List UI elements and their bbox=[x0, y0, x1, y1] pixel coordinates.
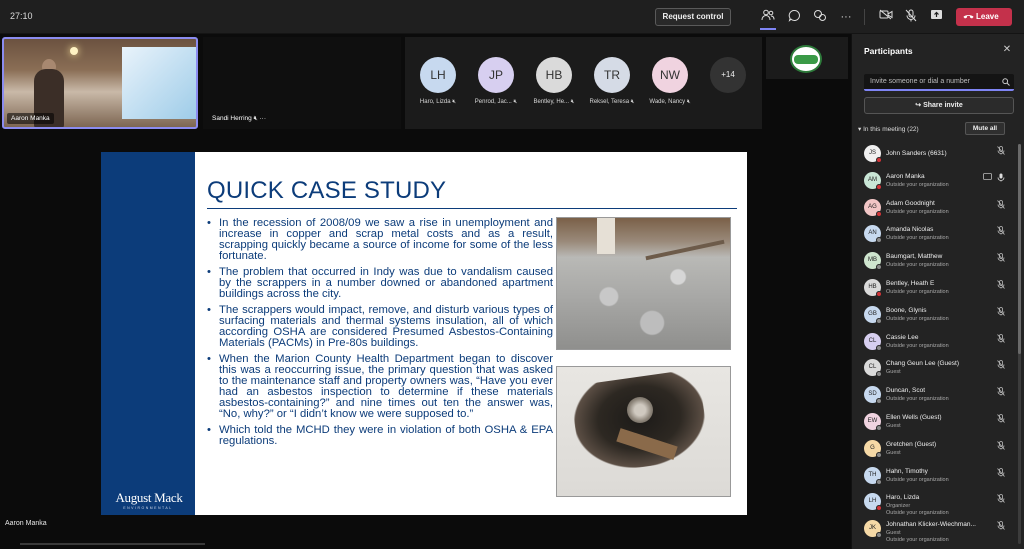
share-invite-icon: ↪ bbox=[915, 102, 922, 109]
search-icon bbox=[1002, 76, 1010, 91]
close-icon[interactable]: ✕ bbox=[1002, 44, 1012, 55]
participant-subtitle: Outside your organization bbox=[886, 181, 949, 188]
participant-avatar: JK bbox=[864, 520, 881, 537]
presence-status-icon bbox=[876, 452, 882, 458]
participant-subtitle: Guest bbox=[886, 422, 901, 429]
attendee-name: Wade, Nancy 🔇︎ bbox=[649, 99, 691, 105]
mic-muted-icon[interactable] bbox=[996, 494, 1006, 504]
title-rule bbox=[207, 208, 737, 209]
participant-subtitle: Outside your organization bbox=[886, 342, 949, 349]
leave-label: Leave bbox=[976, 12, 999, 21]
presenter-tile-name: Aaron Manka bbox=[7, 113, 54, 124]
participant-subtitle: Outside your organization bbox=[886, 288, 949, 295]
participant-name: Cassie Lee bbox=[886, 333, 919, 341]
participant-subtitle: Outside your organization bbox=[886, 235, 949, 242]
participant-name: Gretchen (Guest) bbox=[886, 440, 937, 448]
participant-row[interactable] bbox=[852, 196, 1017, 223]
toolbar-divider bbox=[864, 9, 865, 25]
presence-status-icon bbox=[876, 211, 882, 217]
more-icon[interactable]: ··· bbox=[259, 115, 266, 122]
photo-pipe bbox=[627, 397, 653, 423]
participant-subtitle: Outside your organization bbox=[886, 208, 949, 215]
presence-status-icon bbox=[876, 184, 882, 190]
presence-status-icon bbox=[876, 505, 882, 511]
participant-name: Ellen Wells (Guest) bbox=[886, 413, 942, 421]
in-meeting-count: In this meeting (22) bbox=[863, 126, 919, 133]
presence-status-icon bbox=[876, 291, 882, 297]
participant-subtitle: Organizer bbox=[886, 503, 911, 510]
participant-avatar: HB bbox=[864, 279, 881, 296]
mic-muted-icon[interactable] bbox=[996, 280, 1006, 290]
participant-subtitle: Outside your organization bbox=[886, 315, 949, 322]
participant-name: Aaron Manka bbox=[886, 172, 925, 180]
participant-avatar: GB bbox=[864, 306, 881, 323]
participant-row[interactable] bbox=[852, 383, 1017, 410]
photo-beam bbox=[645, 240, 724, 261]
attendee-avatar[interactable]: JP bbox=[478, 57, 514, 93]
invite-placeholder: Invite someone or dial a number bbox=[870, 78, 970, 85]
participant-subtitle: Guest bbox=[886, 530, 901, 537]
participant-name: Duncan, Scot bbox=[886, 387, 926, 395]
share-invite-label: Share invite bbox=[923, 102, 963, 109]
slide-bullets bbox=[207, 218, 553, 452]
participant-avatar: AG bbox=[864, 199, 881, 216]
participant-row[interactable] bbox=[852, 437, 1017, 464]
attendee-name: Bentley, He... 🔇︎ bbox=[533, 99, 575, 105]
bullet-item: • The scrappers would impact, remove, and disturb various types of surfacing materials and thermal systems insulation, all of which according OSHA are considered Presumed Asbestos-Containing Materials (PACMs) in Pre-80s buildings. bbox=[207, 305, 553, 349]
participants-panel bbox=[851, 34, 1024, 549]
presenter-video-tile[interactable] bbox=[2, 37, 198, 129]
bullet-item: • Which told the MCHD they were in violation of both OSHA & EPA regulations. bbox=[207, 425, 553, 447]
participant-name: Haro, Lizda bbox=[886, 494, 920, 502]
organization-logo bbox=[790, 45, 822, 73]
participant-row[interactable] bbox=[852, 356, 1017, 383]
mic-muted-icon[interactable] bbox=[996, 441, 1006, 451]
mic-muted-icon[interactable] bbox=[996, 334, 1006, 344]
meeting-toolbar bbox=[0, 0, 1024, 34]
participant-avatar: CL bbox=[864, 333, 881, 350]
participant-name: Boone, Glynis bbox=[886, 306, 927, 314]
chat-icon[interactable] bbox=[786, 9, 802, 25]
presenter-label: Aaron Manka bbox=[5, 520, 47, 527]
mic-muted-icon[interactable] bbox=[996, 521, 1006, 531]
presence-status-icon bbox=[876, 345, 882, 351]
shared-slide bbox=[101, 152, 747, 515]
participant-name: Amanda Nicolas bbox=[886, 226, 934, 234]
participant-row[interactable] bbox=[852, 410, 1017, 437]
photo-post bbox=[597, 218, 615, 254]
scroll-thumb[interactable] bbox=[1018, 144, 1021, 354]
mic-muted-icon[interactable] bbox=[996, 387, 1006, 397]
presence-status-icon bbox=[876, 318, 882, 324]
debris-photo bbox=[556, 217, 731, 350]
attendee-avatar[interactable]: TR bbox=[594, 57, 630, 93]
stage-scrollbar[interactable] bbox=[20, 543, 205, 545]
participant-name: Chang Geun Lee (Guest) bbox=[886, 360, 959, 368]
participant-subtitle: Guest bbox=[886, 369, 901, 376]
participant-tile-name: Sandi Herring 🔇︎ ··· bbox=[212, 115, 266, 122]
participant-avatar: LH bbox=[864, 493, 881, 510]
mic-off-icon: 🔇︎ bbox=[253, 115, 258, 122]
hangup-icon bbox=[963, 13, 974, 19]
participant-subtitle: Outside your organization bbox=[886, 396, 949, 403]
brand-logo-text: August Mack bbox=[115, 490, 183, 505]
attendee-avatar[interactable]: LH bbox=[420, 57, 456, 93]
mic-muted-icon[interactable] bbox=[996, 253, 1006, 263]
participant-list bbox=[852, 142, 1017, 544]
mic-muted-icon[interactable] bbox=[996, 414, 1006, 424]
participant-row[interactable] bbox=[852, 222, 1017, 249]
participant-avatar: JS bbox=[864, 145, 881, 162]
mic-muted-icon[interactable] bbox=[996, 146, 1006, 156]
participant-row[interactable] bbox=[852, 490, 1017, 517]
ceiling-hole-photo bbox=[556, 366, 731, 497]
participant-row[interactable] bbox=[852, 517, 1017, 544]
mic-on-icon[interactable] bbox=[996, 173, 1006, 183]
participant-tile-sandi[interactable] bbox=[203, 37, 401, 129]
bullet-item: • The problem that occurred in Indy was due to vandalism caused by the scrappers in a number downed or abandoned apartment buildings across the city. bbox=[207, 267, 553, 300]
participant-row[interactable] bbox=[852, 464, 1017, 491]
participant-avatar: G bbox=[864, 440, 881, 457]
participant-row[interactable] bbox=[852, 330, 1017, 357]
presence-status-icon bbox=[876, 398, 882, 404]
participant-subtitle: Outside your organization bbox=[886, 476, 949, 483]
meeting-timer: 27:10 bbox=[10, 11, 33, 21]
slide-sidebar bbox=[101, 152, 195, 515]
mic-muted-icon[interactable] bbox=[996, 307, 1006, 317]
participant-row[interactable] bbox=[852, 169, 1017, 196]
more-icon[interactable]: ··· bbox=[840, 11, 852, 23]
mic-muted-icon[interactable] bbox=[996, 226, 1006, 236]
participant-row[interactable] bbox=[852, 276, 1017, 303]
bullet-item: • When the Marion County Health Department began to discover this was a reoccurring issue, the primary question that was asked to the maintenance staff and property owners was, “Have you ever had an asbestos inspection to determine if these materials asbestos-containing?” and nine times out ten the answer was, “No, why?” or “I didn’t know we were supposed to.” bbox=[207, 354, 553, 420]
participant-row[interactable] bbox=[852, 142, 1017, 169]
background-window bbox=[122, 47, 198, 119]
in-meeting-header[interactable] bbox=[858, 125, 919, 133]
presence-status-icon bbox=[876, 237, 882, 243]
participant-subtitle: Guest bbox=[886, 449, 901, 456]
participant-name: Adam Goodnight bbox=[886, 199, 935, 207]
participant-row[interactable] bbox=[852, 303, 1017, 330]
participant-avatar: AN bbox=[864, 225, 881, 242]
attendee-avatar[interactable]: NW bbox=[652, 57, 688, 93]
share-invite-button[interactable] bbox=[864, 97, 1014, 114]
presence-status-icon bbox=[876, 157, 882, 163]
reactions-icon[interactable] bbox=[812, 9, 828, 25]
more-attendees-button[interactable]: +14 bbox=[710, 57, 746, 93]
mic-icon[interactable] bbox=[903, 9, 919, 25]
presence-status-icon bbox=[876, 532, 882, 538]
leave-button[interactable] bbox=[956, 8, 1012, 26]
bullet-item: • In the recession of 2008/09 we saw a rise in unemployment and increase in copper and scrap metal costs and as a result, scrapping quickly became a source of income for some of the less fortunate. bbox=[207, 218, 553, 262]
attendee-name: Haro, Lizda 🔇︎ bbox=[419, 99, 457, 105]
participant-name: Bentley, Heath E bbox=[886, 279, 935, 287]
participant-name: Johnathan Klicker-Wiechman... bbox=[886, 521, 976, 529]
organization-logo-tile[interactable] bbox=[766, 37, 848, 79]
mic-muted-icon[interactable] bbox=[996, 360, 1006, 370]
mic-muted-icon[interactable] bbox=[996, 468, 1006, 478]
attendee-name: Reksel, Teresa 🔇︎ bbox=[589, 99, 635, 105]
share-icon[interactable] bbox=[928, 9, 944, 25]
participant-avatar: EW bbox=[864, 413, 881, 430]
panel-title: Participants bbox=[864, 46, 913, 56]
presence-status-icon bbox=[876, 371, 882, 377]
panel-scrollbar[interactable] bbox=[1018, 144, 1021, 544]
chevron-down-icon: ▾ bbox=[858, 126, 862, 133]
participant-org: Outside your organization bbox=[886, 510, 949, 517]
camera-icon[interactable] bbox=[878, 9, 894, 25]
participant-name: Baumgart, Matthew bbox=[886, 253, 943, 261]
participant-avatar: MB bbox=[864, 252, 881, 269]
presence-status-icon bbox=[876, 425, 882, 431]
presence-status-icon bbox=[876, 264, 882, 270]
participant-org: Outside your organization bbox=[886, 537, 949, 544]
participant-avatar: AM bbox=[864, 172, 881, 189]
participant-row[interactable] bbox=[852, 249, 1017, 276]
participant-avatar: SD bbox=[864, 386, 881, 403]
mic-muted-icon[interactable] bbox=[996, 200, 1006, 210]
screen-share-icon bbox=[982, 173, 992, 183]
participant-avatar: CL bbox=[864, 359, 881, 376]
participant-avatar: TH bbox=[864, 467, 881, 484]
slide-title: QUICK CASE STUDY bbox=[207, 177, 447, 204]
participant-subtitle: Outside your organization bbox=[886, 262, 949, 269]
logo-band bbox=[794, 55, 818, 64]
brand-tagline: ENVIRONMENTAL bbox=[123, 506, 173, 510]
participant-name: Hahn, Timothy bbox=[886, 467, 928, 475]
participant-name: John Sanders (6631) bbox=[886, 150, 947, 157]
mute-all-button[interactable]: Mute all bbox=[965, 122, 1005, 135]
presence-status-icon bbox=[876, 479, 882, 485]
invite-input[interactable] bbox=[864, 74, 1014, 91]
background-lamp bbox=[70, 47, 78, 55]
people-icon[interactable] bbox=[760, 9, 776, 30]
request-control-button[interactable]: Request control bbox=[655, 8, 731, 26]
attendee-avatar[interactable]: HB bbox=[536, 57, 572, 93]
attendee-strip bbox=[405, 37, 762, 129]
attendee-name: Penrod, Jac... 🔇︎ bbox=[474, 99, 518, 105]
